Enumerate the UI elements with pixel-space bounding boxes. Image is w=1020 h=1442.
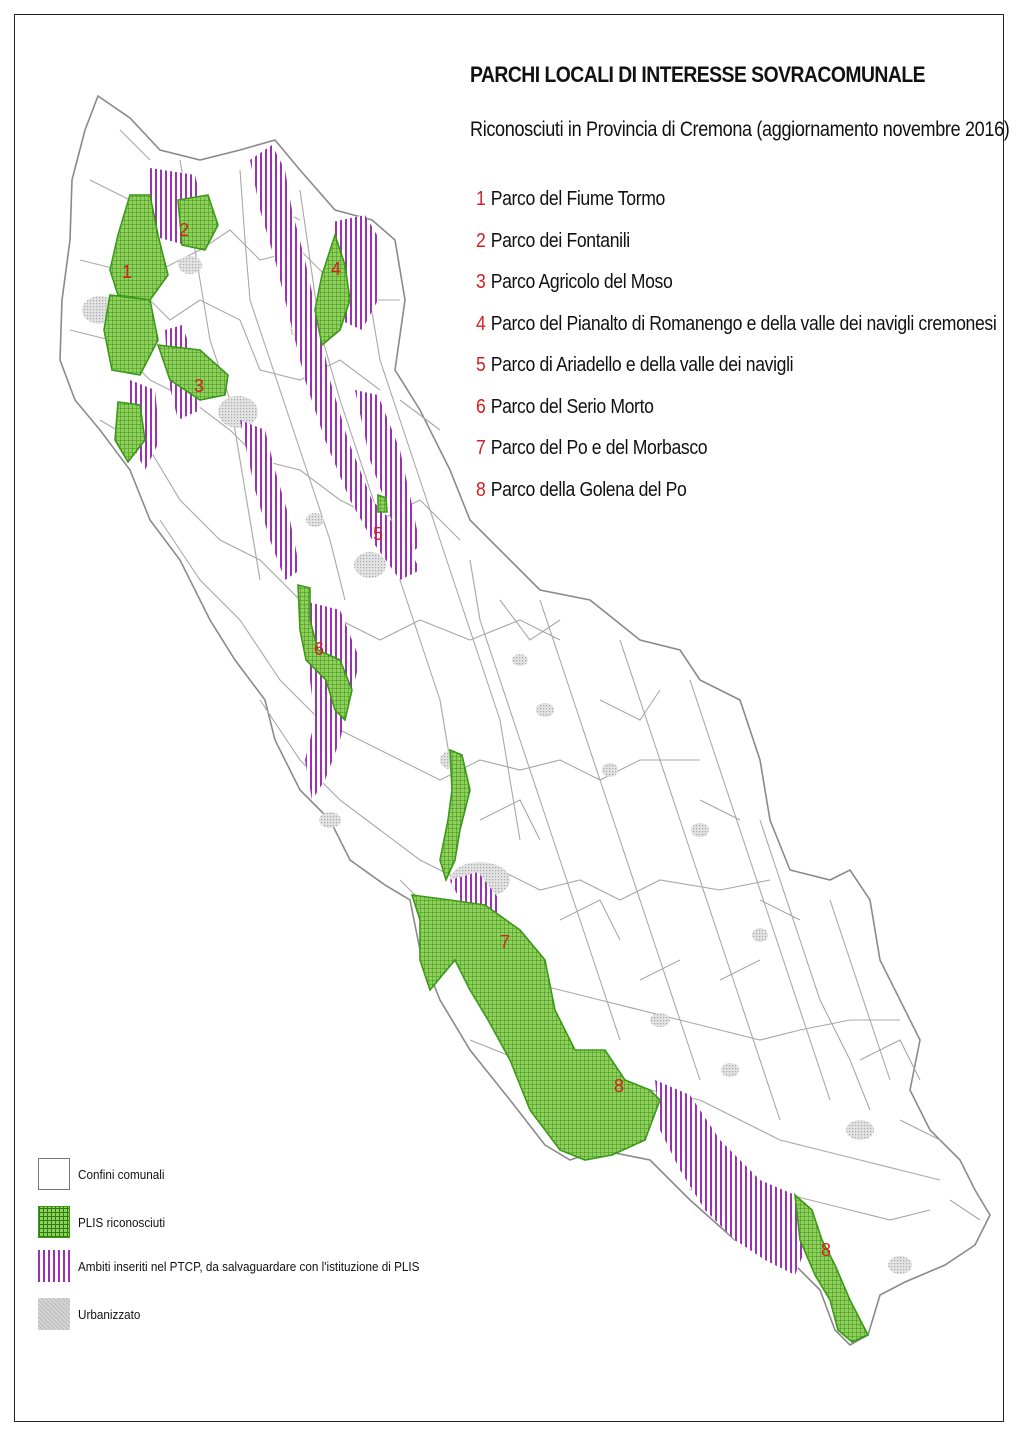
park-name: Parco del Serio Morto	[490, 395, 654, 418]
park-list-item	[476, 437, 996, 479]
legend-label: PLIS riconosciuti	[78, 1215, 166, 1230]
park-number: 1	[476, 188, 486, 210]
park-name: Parco del Fiume Tormo	[490, 188, 665, 210]
park-number: 7	[476, 437, 486, 459]
park-list-item	[476, 479, 996, 521]
park-list-item	[476, 354, 996, 396]
map-label-3: 3	[194, 376, 205, 396]
map-subtitle: Riconosciuti in Provincia di Cremona (aggiornamento novembre 2016)	[470, 118, 1010, 141]
park-name: Parco della Golena del Po	[490, 478, 687, 501]
park-number: 5	[476, 354, 486, 376]
park-list-item	[476, 188, 996, 230]
urbanizzato-swatch	[38, 1298, 70, 1330]
map-label-4: 4	[331, 259, 342, 279]
map-label-8b: 8	[821, 1240, 832, 1260]
park-name: Parco del Pianalto di Romanengo e della valle dei navigli cremonesi	[490, 312, 997, 335]
park-number: 2	[476, 229, 486, 252]
park-name: Parco del Po e del Morbasco	[490, 437, 708, 459]
park-list-item	[476, 271, 996, 313]
legend-label: Confini comunali	[78, 1167, 165, 1182]
park-number: 4	[476, 312, 486, 335]
confini-swatch	[38, 1158, 70, 1190]
park-name: Parco di Ariadello e della valle dei navigli	[490, 354, 794, 376]
map-label-8a: 8	[614, 1076, 625, 1096]
park-number: 8	[476, 478, 486, 501]
park-name: Parco dei Fontanili	[490, 229, 630, 252]
park-list-item	[476, 230, 996, 272]
map-label-7: 7	[500, 932, 511, 952]
plis-swatch	[38, 1206, 70, 1238]
park-list-item	[476, 396, 996, 438]
ambiti-swatch	[38, 1250, 70, 1282]
park-number: 3	[476, 271, 486, 293]
legend-label: Urbanizzato	[78, 1307, 141, 1322]
park-list	[476, 188, 1020, 520]
park-number: 6	[476, 395, 486, 418]
map-title: PARCHI LOCALI DI INTERESSE SOVRACOMUNALE	[470, 62, 926, 87]
park-name: Parco Agricolo del Moso	[490, 271, 673, 293]
legend-label: Ambiti inseriti nel PTCP, da salvaguardare con l'istituzione di PLIS	[78, 1259, 420, 1274]
park-list-item	[476, 313, 996, 355]
map-label-5: 5	[373, 524, 384, 544]
map-label-6: 6	[314, 639, 325, 659]
map-label-1: 1	[122, 262, 133, 282]
map-label-2: 2	[179, 220, 190, 240]
